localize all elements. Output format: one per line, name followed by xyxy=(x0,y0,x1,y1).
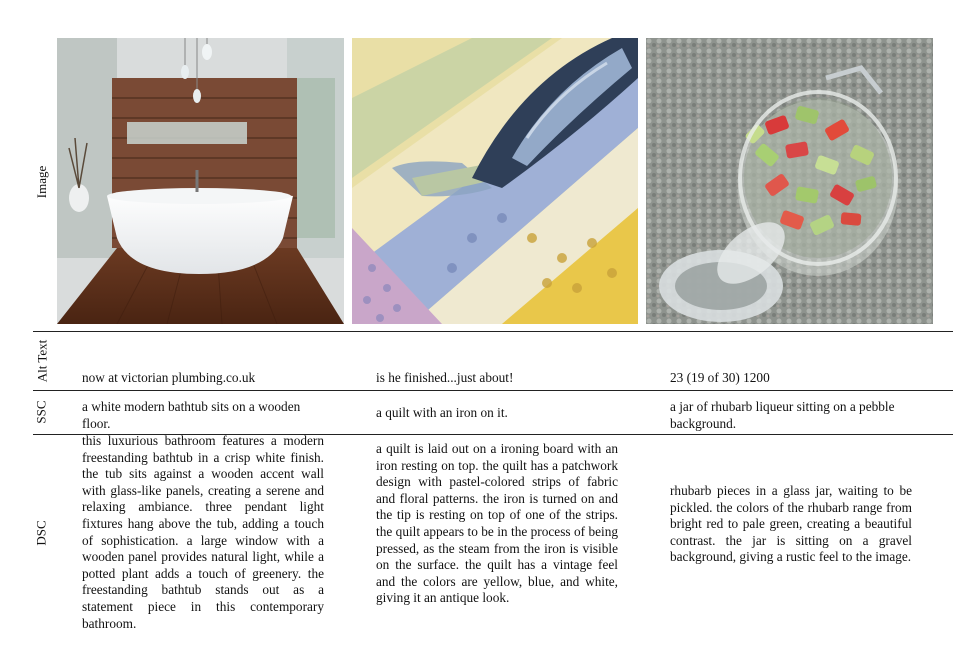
row-label-ssc xyxy=(32,392,52,432)
rule-below-alt-text xyxy=(33,390,953,391)
alt-text-cell-3: 23 (19 of 30) 1200 xyxy=(670,370,770,385)
alt-text-cell-2: is he finished...just about! xyxy=(376,370,514,385)
rhubarb-jar-photo xyxy=(646,38,933,324)
row-label-image xyxy=(32,40,52,323)
row-label-dsc-text: DSC xyxy=(34,520,50,546)
row-label-dsc xyxy=(32,436,52,630)
row-label-ssc-text: SSC xyxy=(34,400,50,424)
alt-text-cell-1: now at victorian plumbing.co.uk xyxy=(82,370,256,385)
dsc-cell-2: a quilt is laid out on a ironing board with an iron resting on top. the quilt has a patchwork design with pastel-colored strips of fabric and floral patterns. the iron is turned on and the tip is resting on top of one of the strips. the quilt appears to be in the process of being pressed, as the steam from the iron is visible on the surface. the quilt has a vintage feel and the colors are yellow, blue, and white, giving it an antique look. xyxy=(376,441,618,606)
ssc-cell-3: a jar of rhubarb liqueur sitting on a pebble background. xyxy=(670,399,895,431)
ssc-cell-2: a quilt with an iron on it. xyxy=(376,405,508,420)
dsc-cell-3: rhubarb pieces in a glass jar, waiting to be pickled. the colors of the rhubarb range from bright red to pale green, creating a beautiful contrast. the jar is sitting on a gravel background, giving a rustic feel to the image. xyxy=(670,483,912,565)
ssc-cell-1: a white modern bathtub sits on a wooden floor. xyxy=(82,399,301,431)
quilt-with-iron-photo xyxy=(352,38,638,324)
row-label-alt-text-text: Alt Text xyxy=(34,339,50,383)
dsc-cell-1: this luxurious bathroom features a modern freestanding bathtub in a crisp white finish. the tub sits against a wooden accent wall with glass-like panels, creating a serene and relaxing ambiance. three pendant light fixtures hang above the tub, adding a touch of sophistication. a large window with a wooden panel provides natural light, while a potted plant adds a touch of greenery. the freestanding bathtub stands out as a statement piece in this contemporary bathroom. xyxy=(82,433,324,631)
bathtub-photo xyxy=(57,38,344,324)
row-label-alt-text xyxy=(32,333,52,389)
row-label-image-text: Image xyxy=(34,165,50,198)
rule-below-images xyxy=(33,331,953,332)
